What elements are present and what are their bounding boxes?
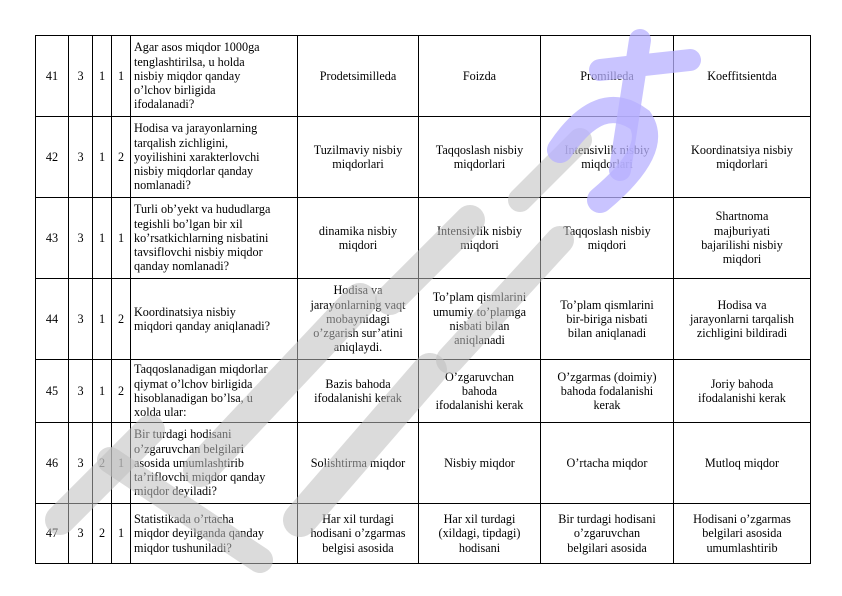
text-line: Bir turdagi hodisani xyxy=(134,427,232,442)
text-line: hodisani xyxy=(458,540,501,555)
text-line: tavsiflovchi nisbiy miqdor xyxy=(134,245,263,260)
text-line: Agar asos miqdor 1000ga xyxy=(134,40,260,55)
text-line: Promilleda xyxy=(580,68,634,83)
table-row xyxy=(36,117,811,198)
text-line: O’rtacha miqdor xyxy=(566,455,648,470)
answer-option xyxy=(298,117,419,198)
text-line: nomlanadi? xyxy=(134,178,191,193)
text-line: miqdor deyiladi? xyxy=(134,484,217,499)
text-line: Nisbiy miqdor xyxy=(444,455,515,470)
question-text xyxy=(131,423,298,504)
level-cell: 3 xyxy=(69,36,93,117)
answer-option xyxy=(419,36,541,117)
text-line: bajarilishi nisbiy xyxy=(701,238,783,252)
answer-option xyxy=(419,360,541,423)
text-line: miqdori xyxy=(460,238,499,252)
answer-option xyxy=(674,360,811,423)
section-cell: 1 xyxy=(93,279,112,360)
text-line: Turli ob’yekt va hududlarga xyxy=(134,202,271,217)
text-line: miqdori xyxy=(338,238,378,252)
text-line: mobaynidagi xyxy=(326,311,390,326)
table-row xyxy=(36,198,811,279)
text-line: miqdori qanday aniqlanadi? xyxy=(134,319,271,333)
answer-option xyxy=(541,198,674,279)
text-line: miqdori xyxy=(587,238,627,252)
text-line: ta’riflovchi miqdor qanday xyxy=(134,470,266,485)
text-line: nisbiy miqdorlar qanday xyxy=(134,164,254,179)
question-text xyxy=(131,117,298,198)
question-text xyxy=(131,198,298,279)
text-line: Koordinatsiya nisbiy xyxy=(691,142,793,157)
section-cell: 2 xyxy=(93,423,112,504)
answer-option xyxy=(674,279,811,360)
text-line: Tuzilmaviy nisbiy xyxy=(313,142,403,157)
variant-cell: 2 xyxy=(112,360,131,423)
answer-option xyxy=(298,504,419,564)
text-line: Intensivlik nisbiy xyxy=(437,223,522,238)
text-line: Intensivlik nisbiy xyxy=(564,142,650,157)
text-line: Taqqoslash nisbiy xyxy=(435,142,524,157)
text-line: miqdori xyxy=(722,252,762,267)
level-cell: 3 xyxy=(69,504,93,564)
text-line: majburiyati xyxy=(713,223,771,238)
section-cell: 1 xyxy=(93,360,112,423)
text-line: dinamika nisbiy xyxy=(318,223,398,238)
answer-option xyxy=(541,36,674,117)
answer-option xyxy=(419,423,541,504)
answer-option xyxy=(541,117,674,198)
section-cell: 2 xyxy=(93,504,112,564)
table-row xyxy=(36,423,811,504)
text-line: Hodisa va xyxy=(333,283,383,298)
text-line: jarayonlarni tarqalish xyxy=(690,311,794,326)
question-text xyxy=(131,360,298,423)
answer-option xyxy=(419,504,541,564)
text-line: Prodetsimilleda xyxy=(319,68,397,83)
variant-cell: 1 xyxy=(112,198,131,279)
text-line: bahoda fodalanishi xyxy=(560,383,654,398)
text-line: Hodisani o’zgarmas xyxy=(693,512,791,527)
level-cell: 3 xyxy=(69,423,93,504)
text-line: Joriy bahoda xyxy=(710,376,774,391)
question-number: 44 xyxy=(36,279,69,360)
text-line: belgilari asosida xyxy=(567,540,647,555)
text-line: belgisi asosida xyxy=(322,540,394,555)
text-line: miqdorlari xyxy=(716,157,768,171)
question-number: 43 xyxy=(36,198,69,279)
table-row xyxy=(36,36,811,117)
text-line: jarayonlarning vaqt xyxy=(310,297,406,312)
variant-cell: 1 xyxy=(112,504,131,564)
variant-cell: 2 xyxy=(112,117,131,198)
text-line: nisbiy miqdor qanday xyxy=(134,68,241,83)
answer-option xyxy=(541,423,674,504)
text-line: o’zgaruvchan xyxy=(573,526,641,541)
text-line: Statistikada o’rtacha xyxy=(134,512,234,527)
text-line: umumiy to’plamga xyxy=(432,304,527,319)
section-cell: 1 xyxy=(93,117,112,198)
text-line: (xildagi, tipdagi) xyxy=(438,526,521,541)
variant-cell: 1 xyxy=(112,423,131,504)
text-line: bilan aniqlanadi xyxy=(567,326,647,341)
text-line: tarqalish zichligini, xyxy=(134,135,229,150)
answer-option xyxy=(674,504,811,564)
answer-option xyxy=(298,423,419,504)
text-line: Shartnoma xyxy=(715,209,769,224)
text-line: o’zgarish sur’atini xyxy=(313,326,403,341)
text-line: kerak xyxy=(593,398,621,413)
level-cell: 3 xyxy=(69,279,93,360)
questions-table xyxy=(35,35,811,564)
answer-option xyxy=(541,279,674,360)
text-line: aniqlanadi xyxy=(454,333,505,348)
answer-option xyxy=(674,117,811,198)
text-line: ko’rsatkichlarning nisbatini xyxy=(134,230,269,245)
text-line: O’zgarmas (doimiy) xyxy=(557,369,657,384)
answer-option xyxy=(298,279,419,360)
text-line: tenglashtirilsa, u holda xyxy=(134,54,245,69)
text-line: Hodisa va jarayonlarning xyxy=(134,121,258,136)
answer-option xyxy=(541,360,674,423)
answer-option xyxy=(541,504,674,564)
text-line: Taqqoslash nisbiy xyxy=(563,223,651,238)
variant-cell: 1 xyxy=(112,36,131,117)
level-cell: 3 xyxy=(69,198,93,279)
text-line: Bazis bahoda xyxy=(325,376,391,391)
text-line: Har xil turdagi xyxy=(443,512,516,527)
text-line: umumlashtirib xyxy=(706,540,778,555)
text-line: hodisani o’zgarmas xyxy=(310,526,406,541)
text-line: Har xil turdagi xyxy=(322,512,394,527)
text-line: ifodalanishi kerak xyxy=(698,391,786,405)
text-line: Mutloq miqdor xyxy=(704,455,780,470)
text-line: miqdorlari xyxy=(581,157,633,171)
text-line: Solishtirma miqdor xyxy=(310,455,406,470)
section-cell: 1 xyxy=(93,198,112,279)
text-line: qiymat o’lchov birligida xyxy=(134,376,253,391)
table-row xyxy=(36,360,811,423)
text-line: hisoblanadigan bo’lsa, u xyxy=(134,391,253,405)
text-line: nisbati bilan xyxy=(449,319,510,333)
text-line: bir-biriga nisbati xyxy=(566,311,648,326)
question-number: 41 xyxy=(36,36,69,117)
question-text xyxy=(131,36,298,117)
question-number: 42 xyxy=(36,117,69,198)
question-number: 47 xyxy=(36,504,69,564)
text-line: tegishli bo’lgan bir xil xyxy=(134,216,243,231)
answer-option xyxy=(298,36,419,117)
text-line: Bir turdagi hodisani xyxy=(558,512,656,527)
answer-option xyxy=(298,198,419,279)
level-cell: 3 xyxy=(69,117,93,198)
text-line: To’plam qismlarini xyxy=(560,297,654,312)
answer-option xyxy=(298,360,419,423)
text-line: aniqlaydi. xyxy=(333,340,383,355)
text-line: ifodalanishi kerak xyxy=(435,398,524,413)
question-number: 45 xyxy=(36,360,69,423)
text-line: ifodalanishi kerak xyxy=(314,391,402,405)
text-line: miqdor tushuniladi? xyxy=(134,540,232,555)
question-text xyxy=(131,504,298,564)
question-number: 46 xyxy=(36,423,69,504)
level-cell: 3 xyxy=(69,360,93,423)
text-line: miqdorlari xyxy=(453,157,506,171)
table-row xyxy=(36,279,811,360)
text-line: belgilari asosida xyxy=(702,526,782,541)
text-line: o’lchov birligida xyxy=(134,83,216,98)
text-line: asosida umumlashtirib xyxy=(134,455,245,470)
text-line: miqdorlari xyxy=(332,157,384,171)
text-line: qanday nomlanadi? xyxy=(134,259,230,274)
questions-table-body xyxy=(36,36,811,564)
text-line: Hodisa va xyxy=(717,297,767,312)
text-line: xolda ular: xyxy=(134,405,187,420)
text-line: To’plam qismlarini xyxy=(432,290,527,305)
table-row xyxy=(36,504,811,564)
variant-cell: 2 xyxy=(112,279,131,360)
text-line: Koordinatsiya nisbiy xyxy=(134,304,236,319)
text-line: ifodalanadi? xyxy=(134,97,195,112)
text-line: o’zgaruvchan belgilari xyxy=(134,441,244,456)
text-line: Koeffitsientda xyxy=(707,68,777,83)
question-text xyxy=(131,279,298,360)
text-line: bahoda xyxy=(461,383,498,398)
text-line: Taqqoslanadigan miqdorlar xyxy=(134,362,268,377)
text-line: miqdor deyilganda qanday xyxy=(134,526,264,541)
text-line: O’zgaruvchan xyxy=(444,369,515,384)
answer-option xyxy=(419,279,541,360)
text-line: yoyilishini xarakterlovchi xyxy=(134,149,260,164)
answer-option xyxy=(674,198,811,279)
answer-option xyxy=(419,117,541,198)
text-line: zichligini bildiradi xyxy=(696,326,788,341)
answer-option xyxy=(419,198,541,279)
answer-option xyxy=(674,423,811,504)
answer-option xyxy=(674,36,811,117)
section-cell: 1 xyxy=(93,36,112,117)
text-line: Foizda xyxy=(462,68,497,83)
